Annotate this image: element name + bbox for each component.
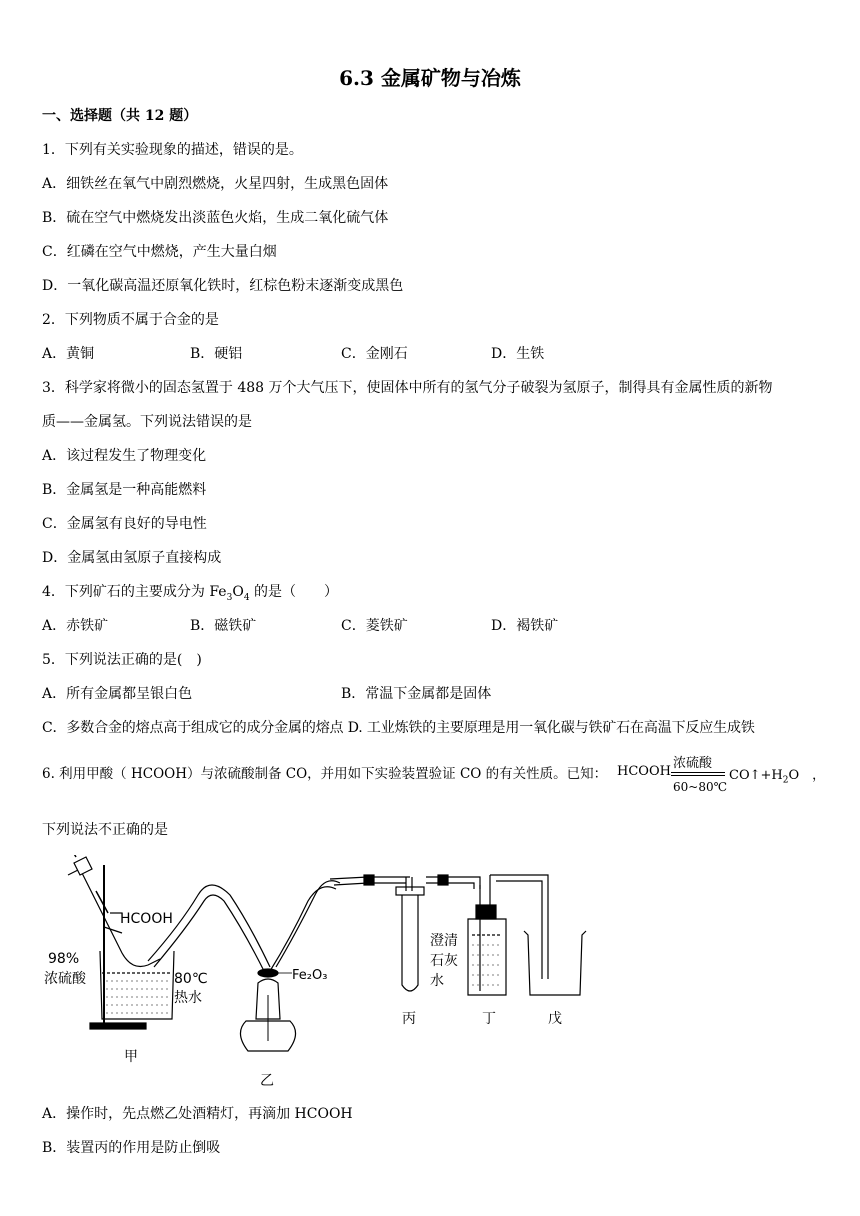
label-fe2o3: Fe₂O₃ (292, 968, 328, 983)
label-limewater-3: 水 (430, 973, 444, 989)
q1-option-a: A．细铁丝在氧气中剧烈燃烧，火星四射，生成黑色固体 (42, 176, 389, 192)
label-limewater-2: 石灰 (430, 953, 458, 969)
q5-option-cd: C．多数合金的熔点高于组成它的成分金属的熔点 D. 工业炼铁的主要原理是用一氧化碳与铁矿石在高温下反应生成铁 (42, 720, 755, 736)
section-heading: 一、选择题（共 12 题） (42, 108, 198, 124)
q2-option-d: D．生铁 (491, 346, 545, 362)
q1-stem: 1．下列有关实验现象的描述，错误的是。 (42, 142, 303, 158)
iron-stand (90, 865, 146, 1029)
equation-bar-bottom (671, 775, 725, 776)
label-yi: 乙 (260, 1073, 274, 1089)
equation-bar-top (671, 772, 725, 773)
fe2o3-powder (258, 969, 278, 977)
label-hcooh: HCOOH (120, 911, 173, 927)
q4-option-c: C．菱铁矿 (341, 618, 408, 634)
label-temperature: 80℃ (174, 971, 208, 987)
label-limewater-1: 澄清 (430, 933, 458, 949)
q3-stem-line1: 3．科学家将微小的固态氢置于 488 万个大气压下，使固体中所有的氢气分子破裂为氢原子，制得具有金属性质的新物 (42, 380, 773, 396)
water-bath-beaker (100, 951, 174, 1019)
label-sulfuric-acid: 浓硫酸 (44, 971, 86, 987)
label-bing: 丙 (402, 1011, 416, 1027)
q5-stem: 5．下列说法正确的是( ) (42, 652, 202, 668)
connecting-tube-right (330, 875, 480, 891)
q3-stem-line2: 质——金属氢。下列说法错误的是 (42, 414, 252, 430)
q6-option-a: A．操作时，先点燃乙处酒精灯，再滴加 HCOOH (42, 1106, 353, 1122)
test-tube-bing (396, 887, 424, 991)
q1-option-b: B．硫在空气中燃烧发出淡蓝色火焰，生成二氧化硫气体 (42, 210, 389, 226)
q1-option-d: D．一氧化碳高温还原氧化铁时，红棕色粉末逐渐变成黑色 (42, 278, 404, 294)
glass-tube-w (148, 881, 340, 971)
q3-option-a: A．该过程发生了物理变化 (42, 448, 207, 464)
q6-stem-line2: 下列说法不正确的是 (42, 822, 168, 838)
label-jia: 甲 (124, 1049, 138, 1065)
q4-stem: 4．下列矿石的主要成分为 $Fe_3O_4$ 的是（ ） (42, 584, 338, 603)
q6-option-b: B．装置丙的作用是防止倒吸 (42, 1140, 221, 1156)
page-title: 6.3 金属矿物与冶炼 (339, 66, 521, 90)
q6-stem-line1: 6. 利用甲酸（ HCOOH）与浓硫酸制备 CO，并用如下实验装置验证 CO 的有关性质。已知： (42, 766, 608, 782)
alcohol-lamp-yi (240, 979, 295, 1051)
equation-condition: 60~80℃ (673, 780, 728, 794)
label-ding: 丁 (482, 1011, 496, 1027)
label-wu: 戊 (548, 1011, 562, 1027)
q1-option-c: C．红磷在空气中燃烧，产生大量白烟 (42, 244, 277, 260)
q3-option-c: C．金属氢有良好的导电性 (42, 516, 207, 532)
beaker-wu (524, 931, 586, 995)
q5-option-b: B．常温下金属都是固体 (341, 686, 492, 702)
equation-products: $CO↑+H_2O$ ， (729, 768, 826, 786)
q2-option-c: C．金刚石 (341, 346, 408, 362)
equation-reactant: HCOOH (617, 764, 671, 779)
q3-option-b: B．金属氢是一种高能燃料 (42, 482, 207, 498)
reaction-equation (617, 752, 857, 798)
q4-option-a: A．赤铁矿 (42, 618, 109, 634)
q5-option-a: A．所有金属都呈银白色 (42, 686, 193, 702)
q4-option-b: B．磁铁矿 (190, 618, 257, 634)
label-hot-water: 热水 (174, 990, 202, 1006)
q2-option-b: B．硬铝 (190, 346, 243, 362)
equation-catalyst: 浓硫酸 (673, 756, 713, 771)
q2-option-a: A．黄铜 (42, 346, 95, 362)
q2-stem: 2．下列物质不属于合金的是 (42, 312, 219, 328)
experiment-apparatus-figure (40, 855, 600, 1093)
wash-bottle-ding (468, 875, 548, 995)
q4-option-d: D．褐铁矿 (491, 618, 559, 634)
q3-option-d: D．金属氢由氢原子直接构成 (42, 550, 222, 566)
label-concentration: 98% (48, 951, 80, 967)
